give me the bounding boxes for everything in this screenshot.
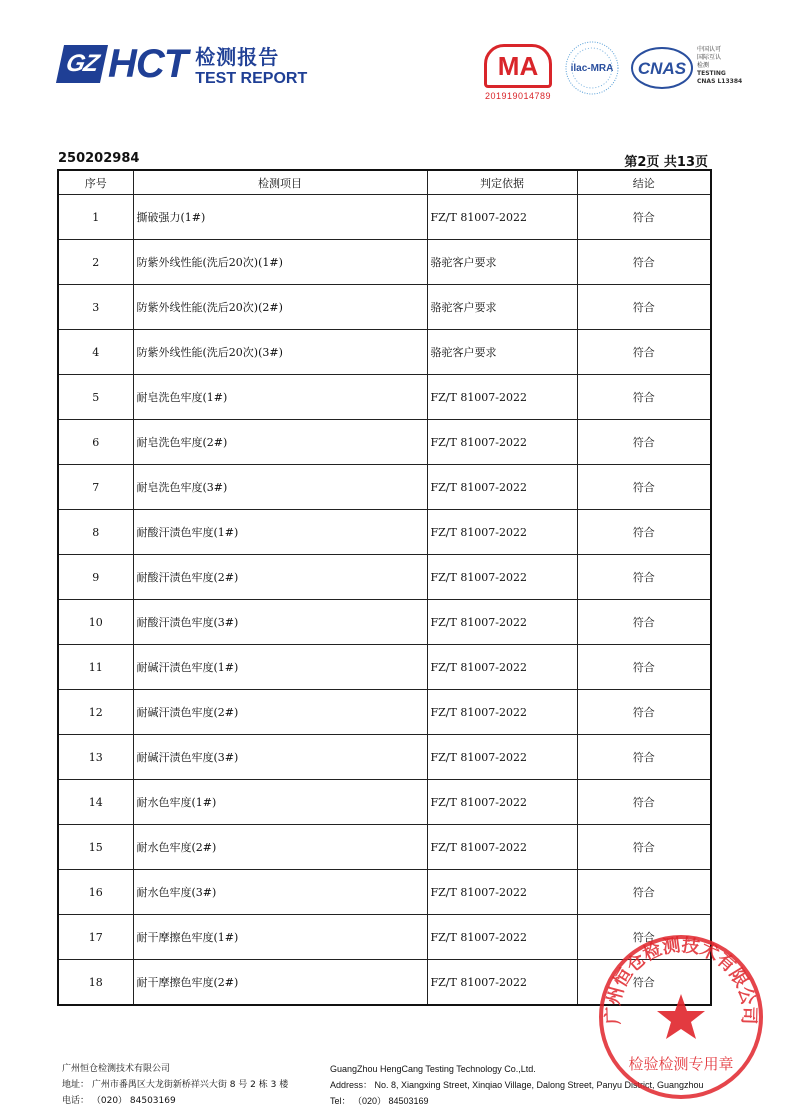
table-header-row xyxy=(58,170,711,195)
row-test-item: 耐水色牢度(2#) xyxy=(133,825,427,870)
row-conclusion: 符合 xyxy=(577,915,711,960)
row-conclusion: 符合 xyxy=(577,420,711,465)
row-seq: 18 xyxy=(58,960,133,1006)
cnas-accreditation-text xyxy=(697,46,742,86)
cma-number: 201919014789 xyxy=(484,91,552,101)
row-basis: FZ/T 81007-2022 xyxy=(427,690,577,735)
seal-ring-text: 广州恒仓检测技术有限公司 xyxy=(602,934,760,1025)
row-conclusion: 符合 xyxy=(577,870,711,915)
row-basis: FZ/T 81007-2022 xyxy=(427,915,577,960)
row-conclusion: 符合 xyxy=(577,375,711,420)
table-row xyxy=(58,780,711,825)
table-row xyxy=(58,690,711,735)
table-row xyxy=(58,195,711,240)
row-test-item: 撕破强力(1#) xyxy=(133,195,427,240)
footer-cn xyxy=(62,1061,288,1109)
table-row xyxy=(58,510,711,555)
footer-company-cn: 广州恒仓检测技术有限公司 xyxy=(62,1064,171,1074)
row-seq: 14 xyxy=(58,780,133,825)
footer-address-cn: 地址： 广州市番禺区大龙街新桥祥兴大街 8 号 2 栋 3 楼 xyxy=(62,1080,289,1090)
row-basis: 骆驼客户要求 xyxy=(427,330,577,375)
row-conclusion: 符合 xyxy=(577,645,711,690)
cnas-line: TESTING xyxy=(697,70,726,77)
seal-bottom-text: 检验检测专用章 xyxy=(628,1055,734,1073)
report-title-cn: 检测报告 xyxy=(195,44,280,69)
report-number: 250202984 xyxy=(58,151,140,166)
row-test-item: 耐酸汗渍色牢度(2#) xyxy=(133,555,427,600)
row-seq: 17 xyxy=(58,915,133,960)
row-conclusion: 符合 xyxy=(577,780,711,825)
row-seq: 12 xyxy=(58,690,133,735)
company-logo xyxy=(60,41,308,87)
row-conclusion: 符合 xyxy=(577,330,711,375)
footer-tel-en: Tel： （020） 84503169 xyxy=(330,1096,429,1106)
footer-address-en: Address： No. 8, Xiangxing Street, Xinqiao Village, Dalong Street, Panyu District, Guangzhou xyxy=(330,1080,704,1090)
cnas-logo xyxy=(628,44,698,92)
row-conclusion: 符合 xyxy=(577,690,711,735)
report-title-en: TEST REPORT xyxy=(195,69,308,87)
row-basis: FZ/T 81007-2022 xyxy=(427,420,577,465)
row-basis: 骆驼客户要求 xyxy=(427,285,577,330)
cnas-line: 中国认可 xyxy=(697,46,722,53)
row-basis: FZ/T 81007-2022 xyxy=(427,195,577,240)
footer-company-en: GuangZhou HengCang Testing Technology Co.,Ltd. xyxy=(330,1064,536,1074)
table-row xyxy=(58,465,711,510)
cma-mark: MA xyxy=(484,44,552,88)
row-test-item: 耐皂洗色牢度(1#) xyxy=(133,375,427,420)
row-basis: FZ/T 81007-2022 xyxy=(427,555,577,600)
cnas-logo-text: CNAS xyxy=(637,59,687,78)
row-seq: 9 xyxy=(58,555,133,600)
row-test-item: 耐碱汗渍色牢度(2#) xyxy=(133,690,427,735)
row-seq: 16 xyxy=(58,870,133,915)
logo-brand: HCT xyxy=(108,41,188,86)
footer-tel-cn: 电话： （020） 84503169 xyxy=(62,1096,176,1106)
row-basis: FZ/T 81007-2022 xyxy=(427,780,577,825)
row-conclusion: 符合 xyxy=(577,510,711,555)
cnas-line: 国际互认 xyxy=(697,54,722,61)
cnas-line: 检测 xyxy=(697,62,710,69)
logo-badge: GZ xyxy=(56,45,108,83)
row-seq: 11 xyxy=(58,645,133,690)
report-title xyxy=(195,41,307,88)
row-basis: 骆驼客户要求 xyxy=(427,240,577,285)
row-test-item: 耐皂洗色牢度(3#) xyxy=(133,465,427,510)
row-basis: FZ/T 81007-2022 xyxy=(427,870,577,915)
results-table xyxy=(57,169,712,1006)
row-test-item: 耐碱汗渍色牢度(3#) xyxy=(133,735,427,780)
row-basis: FZ/T 81007-2022 xyxy=(427,375,577,420)
row-conclusion: 符合 xyxy=(577,285,711,330)
table-row xyxy=(58,555,711,600)
table-row xyxy=(58,420,711,465)
table-row xyxy=(58,735,711,780)
ilac-text: ilac-MRA xyxy=(570,63,614,74)
table-row xyxy=(58,285,711,330)
cma-logo xyxy=(482,44,554,101)
row-test-item: 防紫外线性能(洗后20次)(1#) xyxy=(133,240,427,285)
header-item: 检测项目 xyxy=(133,170,427,195)
row-test-item: 耐水色牢度(3#) xyxy=(133,870,427,915)
row-test-item: 防紫外线性能(洗后20次)(3#) xyxy=(133,330,427,375)
table-row xyxy=(58,960,711,1006)
row-test-item: 耐干摩擦色牢度(2#) xyxy=(133,960,427,1006)
row-seq: 2 xyxy=(58,240,133,285)
row-seq: 10 xyxy=(58,600,133,645)
row-conclusion: 符合 xyxy=(577,555,711,600)
table-row xyxy=(58,645,711,690)
row-basis: FZ/T 81007-2022 xyxy=(427,510,577,555)
ilac-mra-logo xyxy=(562,38,622,98)
cnas-line: CNAS L13384 xyxy=(697,78,743,85)
row-test-item: 耐皂洗色牢度(2#) xyxy=(133,420,427,465)
row-seq: 1 xyxy=(58,195,133,240)
page-info: 第2页 共13页 xyxy=(624,155,708,170)
table-row xyxy=(58,870,711,915)
row-conclusion: 符合 xyxy=(577,960,711,1006)
row-test-item: 耐水色牢度(1#) xyxy=(133,780,427,825)
row-basis: FZ/T 81007-2022 xyxy=(427,600,577,645)
row-basis: FZ/T 81007-2022 xyxy=(427,825,577,870)
row-seq: 13 xyxy=(58,735,133,780)
header-seq: 序号 xyxy=(58,170,133,195)
row-conclusion: 符合 xyxy=(577,240,711,285)
row-conclusion: 符合 xyxy=(577,825,711,870)
row-test-item: 耐酸汗渍色牢度(1#) xyxy=(133,510,427,555)
row-seq: 4 xyxy=(58,330,133,375)
row-test-item: 防紫外线性能(洗后20次)(2#) xyxy=(133,285,427,330)
row-seq: 6 xyxy=(58,420,133,465)
row-seq: 3 xyxy=(58,285,133,330)
header-basis: 判定依据 xyxy=(427,170,577,195)
row-seq: 5 xyxy=(58,375,133,420)
row-seq: 7 xyxy=(58,465,133,510)
table-row xyxy=(58,375,711,420)
header-conclusion: 结论 xyxy=(577,170,711,195)
row-test-item: 耐酸汗渍色牢度(3#) xyxy=(133,600,427,645)
row-test-item: 耐干摩擦色牢度(1#) xyxy=(133,915,427,960)
row-basis: FZ/T 81007-2022 xyxy=(427,465,577,510)
row-basis: FZ/T 81007-2022 xyxy=(427,960,577,1006)
row-conclusion: 符合 xyxy=(577,465,711,510)
table-row xyxy=(58,330,711,375)
footer-en xyxy=(330,1061,704,1109)
table-row xyxy=(58,825,711,870)
table-row xyxy=(58,915,711,960)
row-conclusion: 符合 xyxy=(577,195,711,240)
row-seq: 8 xyxy=(58,510,133,555)
table-row xyxy=(58,600,711,645)
row-conclusion: 符合 xyxy=(577,735,711,780)
row-conclusion: 符合 xyxy=(577,600,711,645)
row-test-item: 耐碱汗渍色牢度(1#) xyxy=(133,645,427,690)
row-seq: 15 xyxy=(58,825,133,870)
row-basis: FZ/T 81007-2022 xyxy=(427,645,577,690)
row-basis: FZ/T 81007-2022 xyxy=(427,735,577,780)
table-row xyxy=(58,240,711,285)
